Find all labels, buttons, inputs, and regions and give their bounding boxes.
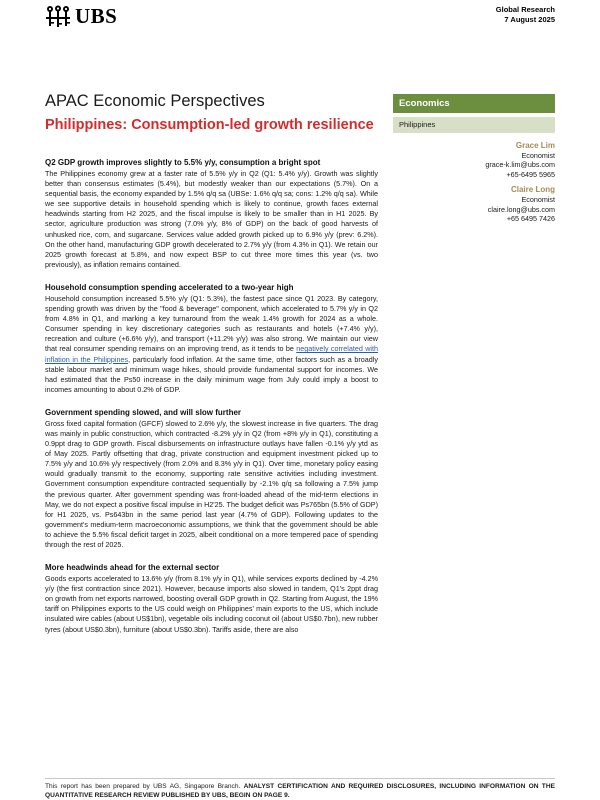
ubs-logo — [45, 4, 117, 29]
section-heading: More headwinds ahead for the external sector — [45, 563, 220, 573]
section-heading: Household consumption spending accelerated to a two-year high — [45, 282, 294, 292]
category-banner: Economics — [393, 94, 555, 113]
author-email[interactable]: grace-k.lim@ubs.com — [485, 160, 555, 170]
keys-icon — [45, 5, 71, 29]
report-date: 7 August 2025 — [504, 15, 555, 24]
author-card — [485, 185, 555, 223]
author-list — [485, 141, 555, 230]
author-phone: +65-6495 5965 — [506, 169, 555, 179]
section-government-spending — [45, 408, 378, 550]
header-meta — [496, 5, 555, 25]
main-content — [45, 158, 378, 648]
section-body: Gross fixed capital formation (GFCF) slowed to 2.6% y/y, the slowest increase in five quarters. The drag was mainly in public construction, which contracted -8.2% y/y in Q2 (from +8% y/y in Q1), constituting a 0.9ppt drag to GDP growth. Fiscal disbursements on infrastructure outlays have fallen -0.1% y/y ytd as of May 2025. Partly offsetting that drag, private construction and equipment investment picked up to 7.5% y/y and 10.6% y/y respectively (from 2.0% and 8.3% y/y in Q1). Over time, monetary policy easing would gradually transmit to the economy, supporting rate sensitive activities including investment. Government consumption expenditure contracted sequentially by -2.1% q/q sa following a 7.5% jump the previous quarter. After government spending was front-loaded ahead of the mid-term elections in May, we do not expect a positive fiscal impulse in H2'25. The budget deficit was Ps765bn (5.5% of GDP) for H1 2025, vs. Ps643bn in the same period last year (4.7% of GDP). Following updates to the government's medium-term macroeconomic assumptions, we think that the government should be able to achieve the 5.5% fiscal deficit target in 2025, albeit conditional on a more tempered pace of spending through the rest of 2025. — [45, 418, 378, 549]
page-title: APAC Economic Perspectives — [45, 92, 265, 110]
author-role: Economist — [521, 150, 555, 160]
author-card — [485, 141, 555, 179]
footer-bold-text: ANALYST CERTIFICATION AND REQUIRED DISCLOSURES, INCLUDING INFORMATION ON THE QUANTITATIVE RESEARCH REVIEW PUBLISHED BY UBS, BEGIN ON PAGE 9. — [45, 783, 555, 799]
section-body — [45, 294, 378, 395]
author-phone: +65 6495 7426 — [506, 214, 555, 224]
section-external-sector — [45, 563, 378, 635]
section-q2-gdp — [45, 158, 378, 270]
body-text: , particularly food inflation. At the same time, other factors such as a broadly stable labour market and minimum wage hikes, should provide fundamental support for incomes. We had estimated that the Ps50 increase in the daily minimum wage from July could imply a boost to incomes amounting to about 0.2% of GDP. — [45, 354, 378, 394]
section-body: The Philippines economy grew at a faster rate of 5.5% y/y in Q2 (Q1: 5.4% y/y). Growth was slightly better than consensus estimates (5.4%), but modestly weaker than our expectations (5.7%). On a sequential basis, the economy expanded by 1.5% q/q sa (UBSe: 1.6% q/q sa; cons: 1.2% q/q sa). While we see supportive details in household spending which is likely to continue, growth faces external headwinds starting from H2 2025, and the fiscal impulse is likely to be smaller than in H1 2025. By sector, agriculture production was strong (7.0% y/y, 8% of GDP) on the back of good harvests of unhusked rice, corn, and sugarcane. Services value added growth picked up to 6.9% y/y (prev: 6.2%). On the other hand, manufacturing GDP growth decelerated to 2.7% y/y (from 4.3% in Q1). We retain our 2025 growth forecast at 5.8%, and now expect BSP to cut three more times this year (vs. two previously), as inflation remains contained. — [45, 169, 378, 269]
body-text: Household consumption increased 5.5% y/y (Q1: 5.3%), the fastest pace since Q1 2023. By category, spending growth was driven by the "food & beverage" component, which accelerated to 5.7% y/y in Q2 from 4.8% in Q1, and marking a key turnaround from the weak 1.4% growth for 2024 as a whole. Consumer spending in key discretionary categories such as restaurants and hotels (+7.4% y/y), recreation and culture (+6.6% y/y), and transport (+11.2% y/y) was also strong. We maintain our view that real consumer spending remains on an improving trend, as it tends to be — [45, 293, 378, 354]
author-role: Economist — [521, 194, 555, 204]
author-email[interactable]: claire.long@ubs.com — [487, 204, 555, 214]
section-body: Goods exports accelerated to 13.6% y/y (from 8.1% y/y in Q1), while services exports declined by -4.2% y/y (the first contraction since 2021). However, because imports also slowed in tandem, Q1's 2ppt drag on growth from net exports narrowed, boosting overall GDP growth in Q2. Starting from August, the 19% tariff on Philippines exports to the US could weigh on Philippines' main exports to the US, which include insulated wire cables (about US$1bn), vegetable oils including coconut oil (about US$0.7bn), new rubber tyres (about US$0.3bn), furniture (about US$0.3bn). Tariffs aside, there are also — [45, 574, 378, 634]
page-subtitle: Philippines: Consumption-led growth resilience — [45, 117, 374, 133]
country-banner: Philippines — [393, 117, 555, 133]
doc-type: Global Research — [495, 5, 555, 14]
inflation-correlation-link[interactable]: negatively correlated with inflation in the Philippines — [45, 344, 378, 364]
logo-text: UBS — [75, 4, 118, 28]
section-household-consumption — [45, 283, 378, 395]
section-heading: Q2 GDP growth improves slightly to 5.5% y/y, consumption a bright spot — [45, 158, 321, 167]
section-heading: Government spending slowed, and will slow further — [45, 407, 242, 417]
author-name: Claire Long — [510, 185, 555, 195]
disclosure-footer — [45, 778, 555, 800]
author-name: Grace Lim — [515, 141, 555, 150]
footer-text: This report has been prepared by UBS AG, Singapore Branch. — [45, 783, 244, 790]
